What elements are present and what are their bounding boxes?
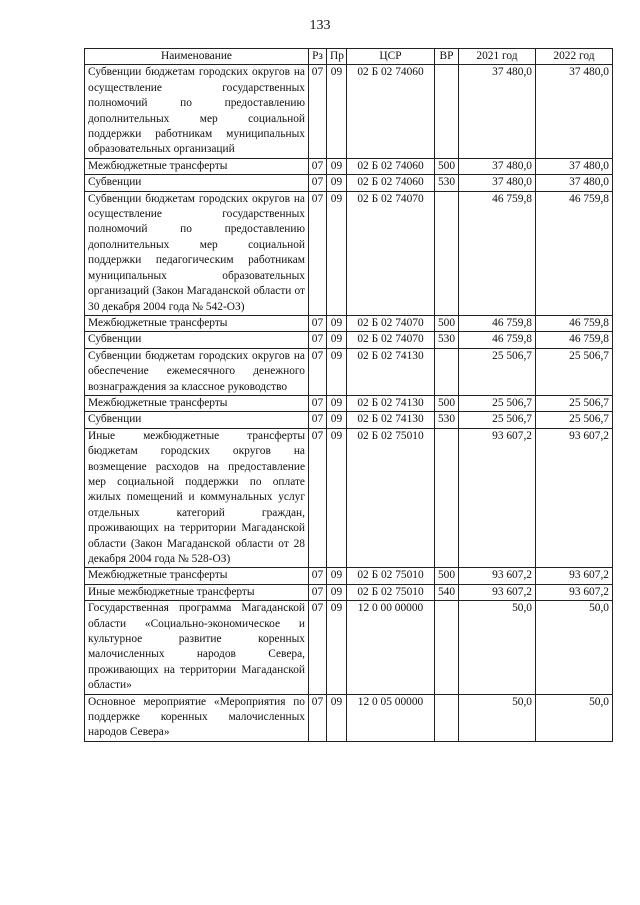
header-vr: ВР: [435, 49, 459, 65]
cell-2022: 25 506,7: [536, 395, 613, 411]
cell-rz: 07: [309, 348, 327, 395]
cell-name: Межбюджетные трансферты: [85, 395, 309, 411]
header-name: Наименование: [85, 49, 309, 65]
cell-name: Субвенции: [85, 175, 309, 191]
cell-rz: 07: [309, 584, 327, 600]
cell-rz: 07: [309, 601, 327, 694]
table-row: [85, 348, 613, 395]
table-row: [85, 158, 613, 174]
cell-2021: 46 759,8: [459, 332, 536, 348]
cell-name: Межбюджетные трансферты: [85, 315, 309, 331]
cell-rz: 07: [309, 158, 327, 174]
cell-2021: 50,0: [459, 694, 536, 741]
cell-csr: 02 Б 02 74060: [347, 65, 435, 158]
cell-pr: 09: [327, 315, 347, 331]
table-row: [85, 332, 613, 348]
cell-vr: 530: [435, 175, 459, 191]
cell-2022: 93 607,2: [536, 568, 613, 584]
cell-2022: 25 506,7: [536, 412, 613, 428]
cell-csr: 02 Б 02 75010: [347, 428, 435, 568]
cell-2021: 25 506,7: [459, 412, 536, 428]
cell-rz: 07: [309, 65, 327, 158]
cell-2022: 46 759,8: [536, 191, 613, 315]
cell-2021: 93 607,2: [459, 568, 536, 584]
cell-pr: 09: [327, 65, 347, 158]
header-2022: 2022 год: [536, 49, 613, 65]
cell-pr: 09: [327, 412, 347, 428]
cell-2022: 37 480,0: [536, 175, 613, 191]
table-row: [85, 315, 613, 331]
table-row: [85, 191, 613, 315]
table-row: [85, 65, 613, 158]
cell-2021: 25 506,7: [459, 348, 536, 395]
cell-pr: 09: [327, 191, 347, 315]
cell-2021: 37 480,0: [459, 158, 536, 174]
header-rz: Рз: [309, 49, 327, 65]
cell-name: Субвенции: [85, 412, 309, 428]
cell-name: Иные межбюджетные трансферты: [85, 584, 309, 600]
cell-vr: 500: [435, 315, 459, 331]
cell-rz: 07: [309, 395, 327, 411]
cell-pr: 09: [327, 584, 347, 600]
cell-pr: 09: [327, 158, 347, 174]
cell-2022: 50,0: [536, 694, 613, 741]
table-row: [85, 601, 613, 694]
cell-2022: 46 759,8: [536, 315, 613, 331]
cell-2021: 93 607,2: [459, 584, 536, 600]
cell-vr: [435, 601, 459, 694]
cell-2022: 37 480,0: [536, 158, 613, 174]
cell-2021: 37 480,0: [459, 175, 536, 191]
cell-csr: 02 Б 02 75010: [347, 568, 435, 584]
cell-vr: 500: [435, 158, 459, 174]
cell-2021: 46 759,8: [459, 315, 536, 331]
table-row: [85, 694, 613, 741]
cell-pr: 09: [327, 348, 347, 395]
cell-name: Межбюджетные трансферты: [85, 158, 309, 174]
cell-name: Основное мероприятие «Мероприятия по поддержке коренных малочисленных народов Севера»: [85, 694, 309, 741]
cell-name: Субвенции бюджетам городских округов на обеспечение ежемесячного денежного вознаграждения за классное руководство: [85, 348, 309, 395]
cell-2022: 25 506,7: [536, 348, 613, 395]
cell-vr: [435, 191, 459, 315]
header-2021: 2021 год: [459, 49, 536, 65]
cell-pr: 09: [327, 428, 347, 568]
cell-2021: 37 480,0: [459, 65, 536, 158]
table-row: [85, 175, 613, 191]
cell-name: Субвенции бюджетам городских округов на осуществление государственных полномочий по предоставлению дополнительных мер социальной поддержки работникам муниципальных образовательных организаций: [85, 65, 309, 158]
cell-rz: 07: [309, 568, 327, 584]
cell-2021: 25 506,7: [459, 395, 536, 411]
cell-pr: 09: [327, 694, 347, 741]
cell-vr: 530: [435, 412, 459, 428]
header-csr: ЦСР: [347, 49, 435, 65]
cell-rz: 07: [309, 332, 327, 348]
cell-pr: 09: [327, 601, 347, 694]
cell-csr: 02 Б 02 74070: [347, 315, 435, 331]
cell-rz: 07: [309, 191, 327, 315]
cell-pr: 09: [327, 395, 347, 411]
cell-name: Иные межбюджетные трансферты бюджетам городских округов на возмещение расходов на предоставление мер социальной поддержки по оплате жилых помещений и коммунальных услуг отдельных категорий граждан, проживающих на территории Магаданской области (Закон Магаданской области от 28 декабря 2004 года № 528-ОЗ): [85, 428, 309, 568]
cell-vr: [435, 694, 459, 741]
cell-vr: 540: [435, 584, 459, 600]
cell-2022: 93 607,2: [536, 584, 613, 600]
budget-table: [84, 48, 613, 742]
cell-pr: 09: [327, 568, 347, 584]
table-header-row: [85, 49, 613, 65]
cell-csr: 12 0 05 00000: [347, 694, 435, 741]
cell-2022: 37 480,0: [536, 65, 613, 158]
cell-2021: 93 607,2: [459, 428, 536, 568]
cell-csr: 02 Б 02 74060: [347, 158, 435, 174]
header-pr: Пр: [327, 49, 347, 65]
cell-rz: 07: [309, 694, 327, 741]
cell-csr: 02 Б 02 74070: [347, 332, 435, 348]
table-row: [85, 428, 613, 568]
cell-csr: 02 Б 02 74060: [347, 175, 435, 191]
table-row: [85, 584, 613, 600]
cell-csr: 12 0 00 00000: [347, 601, 435, 694]
cell-vr: 530: [435, 332, 459, 348]
cell-rz: 07: [309, 412, 327, 428]
cell-name: Государственная программа Магаданской области «Социально-экономическое и культурное развитие коренных малочисленных народов Севера, проживающих на территории Магаданской области»: [85, 601, 309, 694]
cell-rz: 07: [309, 175, 327, 191]
cell-name: Субвенции бюджетам городских округов на осуществление государственных полномочий по предоставлению дополнительных мер социальной поддержки педагогическим работникам муниципальных образовательных организаций (Закон Магаданской области от 30 декабря 2004 года № 542-ОЗ): [85, 191, 309, 315]
cell-pr: 09: [327, 332, 347, 348]
cell-2021: 46 759,8: [459, 191, 536, 315]
cell-2022: 93 607,2: [536, 428, 613, 568]
cell-vr: [435, 65, 459, 158]
table-row: [85, 412, 613, 428]
table-body: [85, 65, 613, 741]
cell-name: Межбюджетные трансферты: [85, 568, 309, 584]
page-number: 133: [309, 18, 331, 33]
cell-rz: 07: [309, 315, 327, 331]
cell-2022: 50,0: [536, 601, 613, 694]
cell-2022: 46 759,8: [536, 332, 613, 348]
table-row: [85, 568, 613, 584]
cell-vr: 500: [435, 568, 459, 584]
table-row: [85, 395, 613, 411]
cell-name: Субвенции: [85, 332, 309, 348]
cell-2021: 50,0: [459, 601, 536, 694]
cell-csr: 02 Б 02 74130: [347, 395, 435, 411]
cell-csr: 02 Б 02 74130: [347, 412, 435, 428]
cell-csr: 02 Б 02 74130: [347, 348, 435, 395]
cell-vr: [435, 428, 459, 568]
cell-rz: 07: [309, 428, 327, 568]
cell-csr: 02 Б 02 74070: [347, 191, 435, 315]
cell-vr: 500: [435, 395, 459, 411]
cell-pr: 09: [327, 175, 347, 191]
cell-vr: [435, 348, 459, 395]
cell-csr: 02 Б 02 75010: [347, 584, 435, 600]
